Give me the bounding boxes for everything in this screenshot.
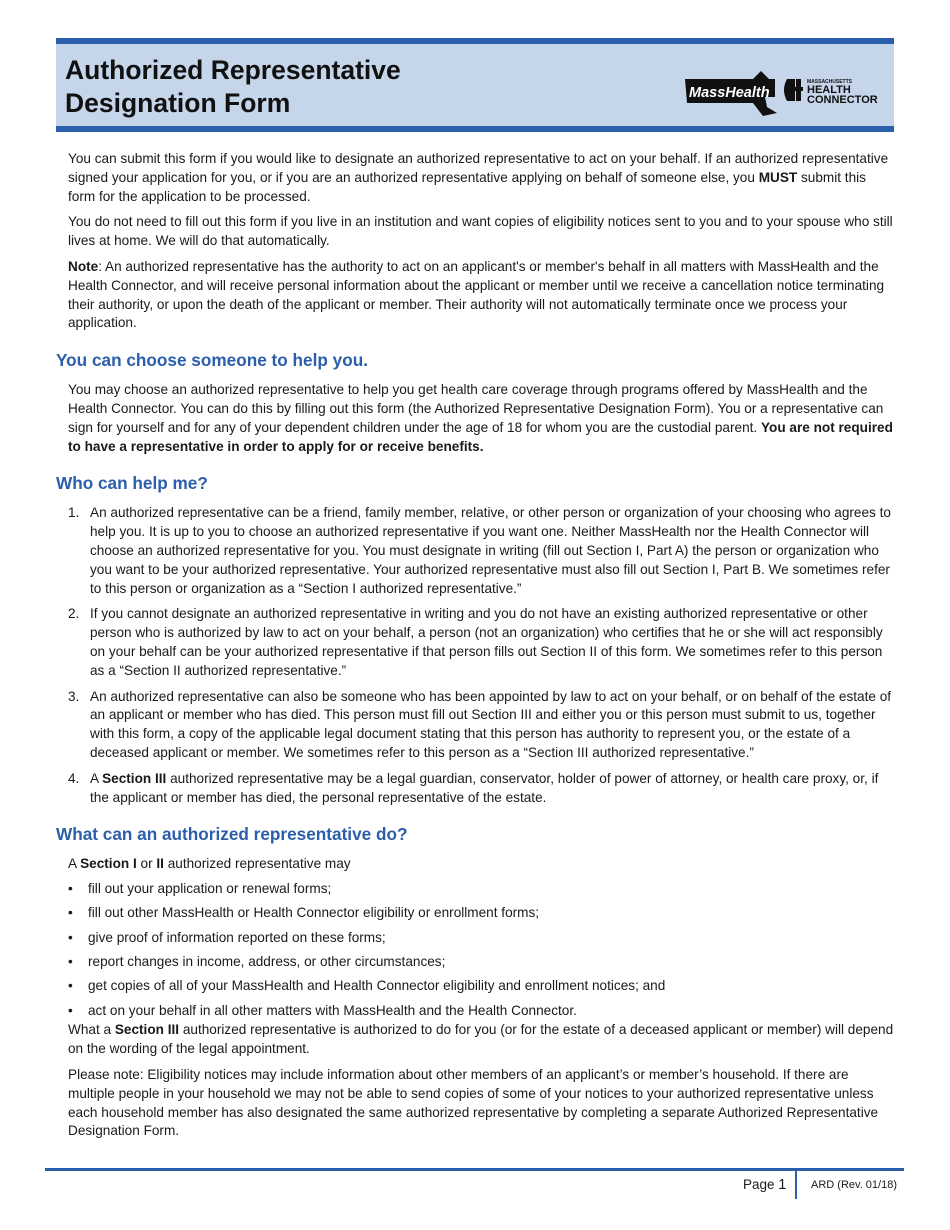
s3-pre: What a [68,1022,115,1038]
page-title [65,54,401,120]
list-item [68,504,896,598]
note-text: : An authorized representative has the authority to act on an applicant's or member's behalf in all matters with MassHealth and the Health Connector, and will receive personal information about the applicant or member until we receive a cancellation notice terminating their authority, or upon the death of the applicant or member. Their authority will not automatically terminate once we process your application. [68,258,885,331]
lead-section-1: Section I [80,856,137,872]
bullet-item: • give proof of information reported on these forms; [68,929,896,948]
item-text-pre: A [90,770,103,786]
lead-a: A [68,856,81,872]
intro-paragraph-1 [56,150,896,206]
intro-p1-end: submit this form for the application to be processed. [68,169,866,204]
list-item [68,605,896,680]
page-label: Page [743,1177,775,1192]
heading-what-can-do: What can an authorized representative do? [56,824,408,845]
item-text: If you cannot designate an authorized representative in writing and you do not have an existing authorized representative or other person who is authorized by law to act on your behalf, a person (not an organization) who certifies that he or she will act responsibly on your behalf can be your authorized representative if that person fills out Section II of this form. We sometimes refer to this person as a “Section II authorized representative.” [90,606,883,678]
list-item [68,770,896,808]
item-text: authorized representative may be a legal guardian, conservator, holder of power of attorney, or health care proxy, or, if the applicant or member has died, the personal representative of the estate. [90,770,879,805]
who-can-help-list [56,504,896,807]
bullet-item: • report changes in income, address, or other circumstances; [68,953,896,972]
s3-bold: Section III [114,1022,180,1038]
form-header [56,38,894,132]
form-revision: ARD (Rev. 01/18) [811,1179,897,1191]
bullet-item: • act on your behalf in all other matters with MassHealth and the Health Connector. [68,1002,896,1021]
title-line-1: Authorized Representative [65,55,401,85]
lead-section-2: II [156,856,164,872]
page-number: 1 [778,1177,787,1193]
lead-end: authorized representative may [163,856,351,872]
intro-paragraph-note [56,258,896,333]
title-line-2: Designation Form [65,88,291,118]
footer-rule [45,1168,904,1171]
item-text: An authorized representative can also be someone who has been appointed by law to act on your behalf, or on behalf of the estate of an applicant or member who has died. This person must fill out Section III and either you or this person must submit to us, together with this form, a copy of the applicable legal document stating that this person has authority to represent you, or the estate of a deceased applicant or member. We sometimes refer to this person as a “Section III authorized representative.” [90,688,892,760]
form-content [56,150,896,1148]
note-label: Note [68,258,99,274]
item-number: 2. [68,606,80,622]
choose-text: You may choose an authorized representative to help you get health care coverage through programs offered by MassHealth and the Health Connector. You can do this by filling out this form (the Authorized Representative Designation Form). You or a representative can sign for yourself and for any of your dependent children under the age of 18 for whom you are the custodial parent. [68,382,884,435]
connector-logo-bottom: CONNECTOR [807,94,878,106]
heading-choose-someone: You can choose someone to help you. [56,350,368,371]
intro-paragraph-2: You do not need to fill out this form if you live in an institution and want copies of eligibility notices sent to you and to your spouse who still lives at home. We will do that automatically. [68,214,893,249]
please-note-paragraph: Please note: Eligibility notices may include information about other members of an applicant’s or member’s household. If there are multiple people in your household we may not be able to send copies of some of your notices to your authorized representative unless each household member has also designated the same authorized representative by completing a separate Authorized Representative Designation Form. [68,1066,879,1139]
footer-divider [795,1171,797,1199]
item-text: An authorized representative can be a friend, family member, relative, or other person or organization of your choosing who agrees to help you. It is up to you to choose an authorized representative if you want one. Neither MassHealth nor the Health Connector will choose an authorized representative for you. You must designate in writing (fill out Section I, Part A) the person or organization who you want to be your authorized representative. Your authorized representative must also fill out Section I, Part B. We sometimes refer to this person or organization as a “Section I authorized representative.” [90,505,891,596]
bullet-item: • fill out your application or renewal forms; [68,880,896,899]
intro-p1-text: You can submit this form if you would like to designate an authorized representative to act on your behalf. If an authorized representative signed your application for you, or if you are an authorized representative applying on behalf of someone else, you [68,151,889,185]
intro-p1-bold: MUST [758,169,798,185]
item-text-bold: Section III [102,770,167,786]
connector-logo-mid: HEALTH [807,84,851,96]
choose-paragraph [56,381,896,456]
page-indicator [743,1177,786,1193]
heading-who-can-help: Who can help me? [56,473,208,494]
health-connector-logo [784,79,878,106]
bullet-item: • get copies of all of your MassHealth and Health Connector eligibility and enrollment notices; and [68,977,896,996]
bullet-item: • fill out other MassHealth or Health Connector eligibility or enrollment forms; [68,904,896,923]
logos [683,69,888,119]
item-number: 4. [68,770,80,786]
s3-text: authorized representative is authorized to do for you (or for the estate of a deceased applicant or member) will depend on the wording of the legal appointment. [68,1022,894,1057]
masshealth-logo-text: MassHealth [689,85,770,101]
lead-or: or [136,856,157,872]
section-3-paragraph [56,1021,896,1059]
item-number: 3. [68,688,80,704]
masshealth-health-connector-logos [683,69,888,119]
what-can-do-list [56,880,896,1020]
choose-bold-text: You are not required to have a representative in order to apply for or receive benefits. [68,419,893,454]
list-item [68,688,896,763]
connector-logo-top: MASSACHUSETTS [807,79,853,85]
item-number: 1. [68,505,80,521]
masshealth-logo [685,71,777,116]
what-lead [56,855,896,874]
